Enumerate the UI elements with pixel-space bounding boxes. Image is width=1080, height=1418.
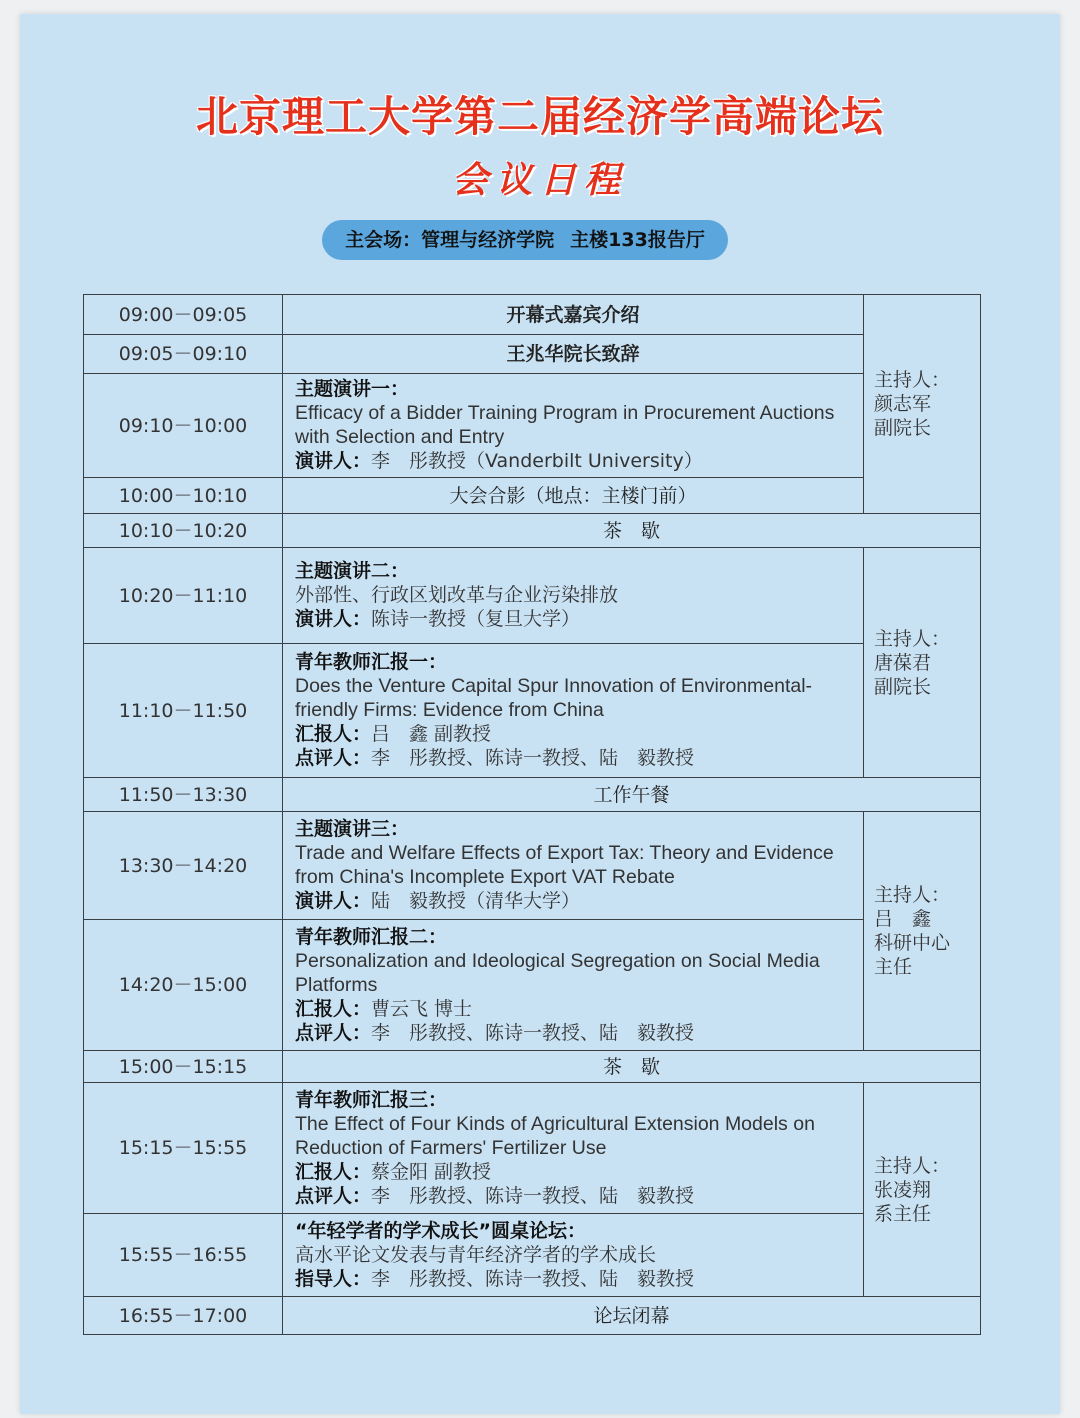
time-cell: 15:55－16:55 <box>84 1214 283 1297</box>
discussant-names: 李 彤教授、陈诗一教授、陆 毅教授 <box>371 1021 695 1044</box>
talk-title: 高水平论文发表与青年经济学者的学术成长 <box>295 1243 657 1266</box>
talk-title: Reduction of Farmers' Fertilizer Use <box>295 1136 607 1159</box>
schedule-table <box>83 294 981 1335</box>
host-role: 副院长 <box>874 675 932 698</box>
table-row <box>84 644 981 778</box>
time-cell: 14:20－15:00 <box>84 920 283 1051</box>
talk-title: 外部性、行政区划改革与企业污染排放 <box>295 584 619 606</box>
time-cell: 09:00－09:05 <box>84 295 283 335</box>
session-cell <box>283 920 864 1051</box>
host-label: 主持人： <box>874 1154 951 1177</box>
host-name: 颜志军 <box>874 393 932 415</box>
speaker-name: 陈诗一教授（复旦大学） <box>371 608 581 630</box>
presenter-label: 汇报人： <box>295 723 372 745</box>
table-row <box>84 335 981 374</box>
presenter-label: 汇报人： <box>295 1160 372 1183</box>
table-row <box>84 1083 981 1214</box>
time-cell: 09:10－10:00 <box>84 374 283 478</box>
time-cell: 15:15－15:55 <box>84 1083 283 1214</box>
presenter-name: 曹云飞 博士 <box>371 997 473 1020</box>
host-role: 科研中心 <box>874 932 951 954</box>
talk-title: Personalization and Ideological Segregation on Social Media <box>295 949 820 972</box>
table-row <box>84 514 981 548</box>
session-cell <box>283 374 864 478</box>
time-cell: 10:00－10:10 <box>84 478 283 514</box>
event-cell: 茶 歇 <box>283 514 981 548</box>
presenter-label: 汇报人： <box>295 997 372 1020</box>
speaker-name: 李 彤教授（Vanderbilt University） <box>371 450 703 472</box>
host-label: 主持人： <box>874 884 951 906</box>
talk-title: Efficacy of a Bidder Training Program in Procurement Auctions <box>295 402 835 424</box>
talk-title: The Effect of Four Kinds of Agricultural Extension Models on <box>295 1112 815 1135</box>
venue-pill <box>322 220 728 260</box>
talk-title: with Selection and Entry <box>295 426 505 448</box>
session-cell <box>283 1214 864 1297</box>
event-cell: 开幕式嘉宾介绍 <box>283 295 864 335</box>
table-row <box>84 812 981 920</box>
session-cell <box>283 1083 864 1214</box>
table-row <box>84 374 981 478</box>
session-label: “年轻学者的学术成长”圆桌论坛： <box>295 1219 586 1242</box>
session-cell <box>283 644 864 778</box>
table-row <box>84 1051 981 1083</box>
time-cell: 13:30－14:20 <box>84 812 283 920</box>
host-role: 主任 <box>874 956 913 978</box>
time-cell: 10:10－10:20 <box>84 514 283 548</box>
presenter-name: 吕 鑫 副教授 <box>371 723 492 745</box>
time-cell: 16:55－17:00 <box>84 1297 283 1335</box>
host-role: 副院长 <box>874 417 932 439</box>
host-cell <box>864 548 981 778</box>
discussant-names: 李 彤教授、陈诗一教授、陆 毅教授 <box>371 747 695 769</box>
host-role: 系主任 <box>874 1202 932 1225</box>
session-cell <box>283 548 864 644</box>
table-row <box>84 1297 981 1335</box>
discussant-label: 点评人： <box>295 747 372 769</box>
table-row <box>84 478 981 514</box>
host-label: 主持人： <box>874 627 951 650</box>
event-cell: 论坛闭幕 <box>283 1297 981 1335</box>
time-cell: 11:10－11:50 <box>84 644 283 778</box>
discussant-names: 李 彤教授、陈诗一教授、陆 毅教授 <box>371 1184 695 1207</box>
table-row <box>84 778 981 812</box>
time-cell: 10:20－11:10 <box>84 548 283 644</box>
venue-label: 主会场：管理与经济学院 <box>345 229 555 251</box>
host-cell <box>864 295 981 514</box>
forum-title: 北京理工大学第二届经济学高端论坛 <box>195 92 884 141</box>
presenter-name: 蔡金阳 副教授 <box>371 1160 492 1183</box>
time-cell: 11:50－13:30 <box>84 778 283 812</box>
host-label: 主持人： <box>874 369 951 391</box>
mentor-label: 指导人： <box>295 1267 372 1290</box>
session-label: 主题演讲二： <box>295 560 410 582</box>
speaker-name: 陆 毅教授（清华大学） <box>371 890 581 912</box>
session-cell <box>283 812 864 920</box>
host-cell <box>864 1083 981 1297</box>
session-label: 青年教师汇报一： <box>295 651 448 673</box>
host-name: 吕 鑫 <box>874 908 932 930</box>
event-cell: 大会合影（地点：主楼门前） <box>283 478 864 514</box>
table-row <box>84 1214 981 1297</box>
time-cell: 15:00－15:15 <box>84 1051 283 1083</box>
event-cell: 工作午餐 <box>283 778 981 812</box>
time-cell: 09:05－09:10 <box>84 335 283 374</box>
table-row <box>84 295 981 335</box>
event-cell: 茶 歇 <box>283 1051 981 1083</box>
talk-title: Trade and Welfare Effects of Export Tax: Theory and Evidence <box>295 842 834 864</box>
session-label: 青年教师汇报二： <box>295 925 448 948</box>
talk-title: Does the Venture Capital Spur Innovation of Environmental- <box>295 675 813 697</box>
host-name: 唐葆君 <box>874 651 932 674</box>
talk-title: from China's Incomplete Export VAT Rebate <box>295 866 675 888</box>
talk-title: Platforms <box>295 973 378 996</box>
talk-title: friendly Firms: Evidence from China <box>295 699 604 721</box>
session-label: 青年教师汇报三： <box>295 1088 448 1111</box>
table-row <box>84 548 981 644</box>
schedule-subtitle: 会议日程 <box>451 159 628 201</box>
speaker-label: 演讲人： <box>295 450 372 472</box>
speaker-label: 演讲人： <box>295 890 372 912</box>
event-cell: 王兆华院长致辞 <box>283 335 864 374</box>
speaker-label: 演讲人： <box>295 608 372 630</box>
discussant-label: 点评人： <box>295 1184 372 1207</box>
venue-room: 主楼133报告厅 <box>570 229 705 251</box>
host-cell <box>864 812 981 1051</box>
session-label: 主题演讲三： <box>295 818 410 840</box>
discussant-label: 点评人： <box>295 1021 372 1044</box>
session-label: 主题演讲一： <box>295 378 410 400</box>
table-row <box>84 920 981 1051</box>
host-name: 张凌翔 <box>874 1178 932 1201</box>
mentor-names: 李 彤教授、陈诗一教授、陆 毅教授 <box>371 1267 695 1290</box>
